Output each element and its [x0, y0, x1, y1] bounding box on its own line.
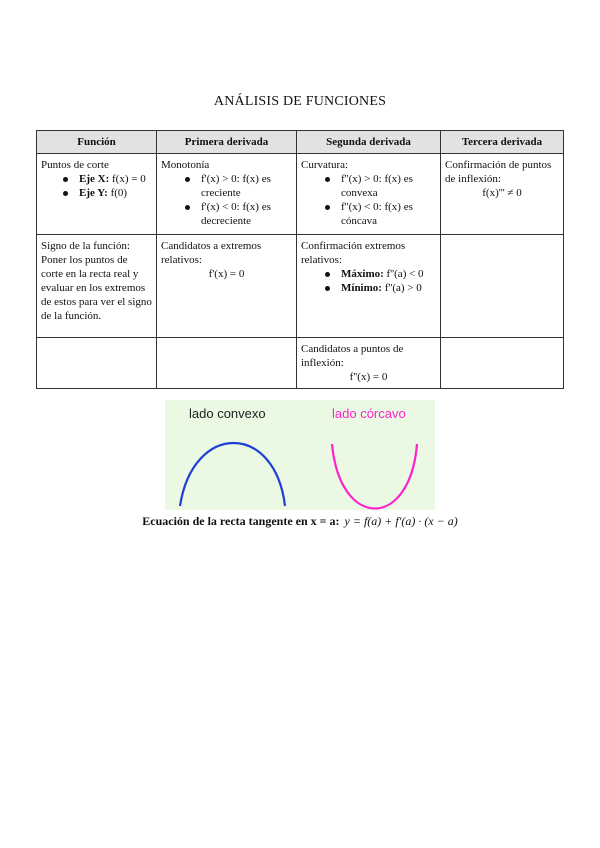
list-item: [341, 281, 436, 295]
formula: f(x)''' ≠ 0: [482, 187, 522, 199]
cell-candidatos-extremos: [157, 235, 297, 338]
table-row: [37, 235, 564, 338]
equation-label: Ecuación de la recta tangente en x = a:: [142, 514, 340, 528]
cell-heading: Confirmación de puntos de inflexión:: [445, 159, 552, 185]
cell-heading: Confirmación extremos relativos:: [301, 240, 406, 266]
column-header-tercera-derivada: Tercera derivada: [441, 131, 564, 154]
list-item: f'(x) < 0: f(x) es decreciente: [201, 200, 292, 228]
item-text: f(0): [107, 187, 128, 199]
list-item: [341, 267, 436, 281]
item-label: Máximo:: [341, 268, 384, 280]
item-text: f''(a) > 0: [381, 282, 422, 294]
item-text: f(x) = 0: [109, 173, 146, 185]
cell-curvatura: [297, 154, 441, 235]
cell-text: Signo de la función: Poner los puntos de corte en la recta real y evaluar en los extremos de estos para ver el signo de la función.: [41, 240, 152, 322]
cell-empty: [441, 338, 564, 389]
table-row: [37, 338, 564, 389]
table-header-row: [37, 131, 564, 154]
curves-svg: [165, 400, 435, 510]
tangent-line-equation: [0, 514, 600, 529]
cell-puntos-corte: [37, 154, 157, 235]
list-item: f'(x) > 0: f(x) es creciente: [201, 172, 292, 200]
column-header-primera-derivada: Primera derivada: [157, 131, 297, 154]
column-header-segunda-derivada: Segunda derivada: [297, 131, 441, 154]
concave-label: lado córcavo: [332, 406, 406, 421]
curvature-illustration: [165, 400, 435, 510]
cell-heading: Candidatos a extremos relativos:: [161, 240, 262, 266]
cell-candidatos-inflexion: [297, 338, 441, 389]
concave-curve: [332, 444, 417, 509]
convex-curve: [180, 443, 285, 506]
list-item: f''(x) < 0: f(x) es cóncava: [341, 200, 436, 228]
item-label: Eje Y:: [79, 187, 108, 199]
cell-confirmacion-extremos: [297, 235, 441, 338]
cell-confirmacion-inflexion: [441, 154, 564, 235]
column-header-funcion: Función: [37, 131, 157, 154]
item-text: f''(a) < 0: [383, 268, 424, 280]
list-item: [79, 172, 152, 186]
cell-empty: [37, 338, 157, 389]
formula: f'(x) = 0: [208, 268, 245, 280]
item-label: Mínimo:: [341, 282, 382, 294]
list-item: [79, 186, 152, 200]
cell-empty: [441, 235, 564, 338]
table-row: [37, 154, 564, 235]
cell-heading: Curvatura:: [301, 159, 349, 171]
cell-signo-funcion: [37, 235, 157, 338]
cell-heading: Puntos de corte: [41, 159, 109, 171]
item-label: Eje X:: [79, 173, 110, 185]
derivatives-table: [36, 130, 564, 389]
page-title: ANÁLISIS DE FUNCIONES: [213, 94, 387, 109]
convex-label: lado convexo: [189, 406, 266, 421]
cell-monotonia: [157, 154, 297, 235]
cell-heading: Candidatos a puntos de inflexión:: [301, 343, 404, 369]
formula: f''(x) = 0: [349, 371, 388, 383]
cell-heading: Monotonía: [161, 159, 210, 171]
equation-formula: y = f(a) + f′(a) · (x − a): [344, 514, 458, 528]
cell-empty: [157, 338, 297, 389]
list-item: f''(x) > 0: f(x) es convexa: [341, 172, 436, 200]
